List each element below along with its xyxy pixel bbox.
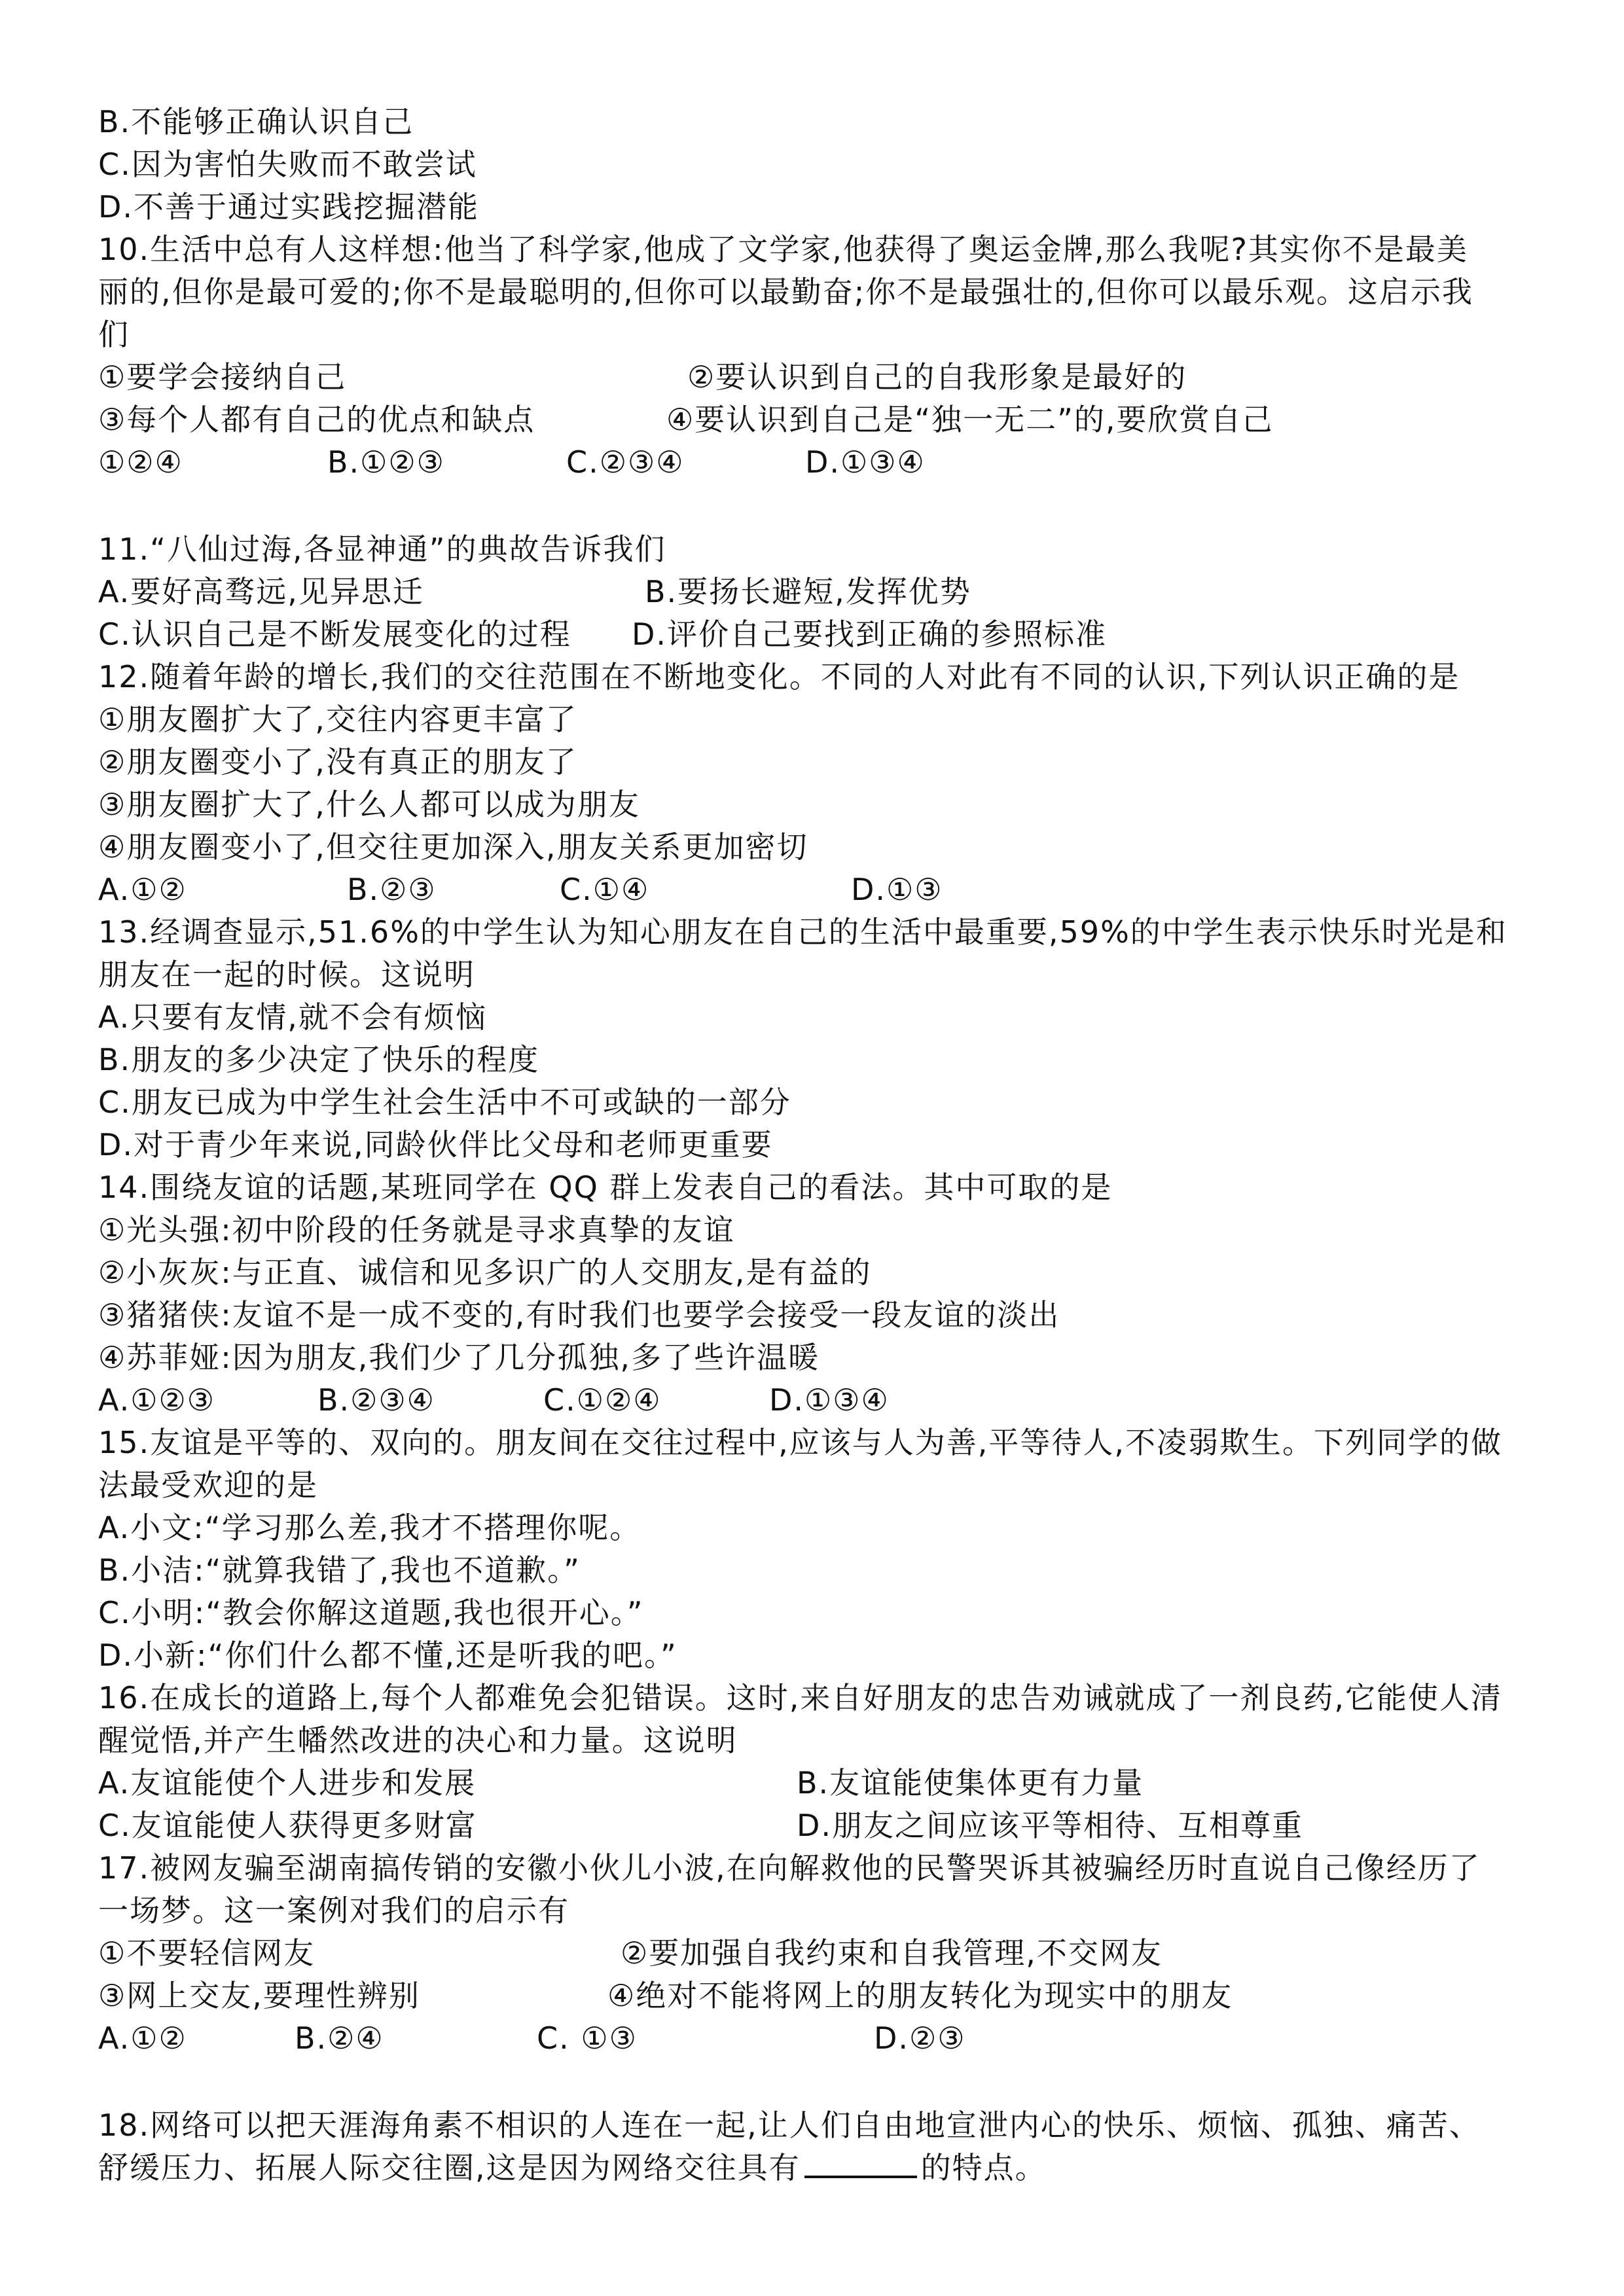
q14-option-b: B.②③④: [317, 1382, 435, 1418]
q17-stem-line-1: 17.被网友骗至湖南搞传销的安徽小伙儿小波,在向解救他的民警哭诉其被骗经历时直说自己像经历了: [98, 1850, 1481, 1886]
q17-items-row-2: [98, 1974, 1233, 2017]
q10-option-d: D.①③④: [805, 444, 926, 480]
q17-option-a: A.①②: [98, 2020, 187, 2056]
q16-option-b: B.友谊能使集体更有力量: [797, 1765, 1144, 1801]
q15-stem-line-2: 法最受欢迎的是: [98, 1467, 318, 1503]
q13-option-d: D.对于青少年来说,同龄伙伴比父母和老师更重要: [98, 1127, 773, 1162]
q11-option-c: C.认识自己是不断发展变化的过程: [98, 617, 571, 652]
q15-option-c: C.小明:“教会你解这道题,我也很开心。”: [98, 1595, 644, 1630]
q16-options-row-1: [98, 1761, 1144, 1804]
q11-option-d: D.评价自己要找到正确的参照标准: [632, 617, 1108, 652]
q18-stem-line-1: 18.网络可以把天涯海角素不相识的人连在一起,让人们自由地宣泄内心的快乐、烦恼、孤独、痛苦、: [98, 2108, 1481, 2143]
q12-option-b: B.②③: [347, 872, 437, 907]
q10-item-2: ②要认识到自己的自我形象是最好的: [687, 359, 1187, 395]
q12-stem: 12.随着年龄的增长,我们的交往范围在不断地变化。不同的人对此有不同的认识,下列认识正确的是: [98, 659, 1460, 694]
q12-option-d: D.①③: [851, 872, 943, 907]
q10-items-row-1: [98, 355, 1187, 399]
q13-stem-line-1: 13.经调查显示,51.6%的中学生认为知心朋友在自己的生活中最重要,59%的中学生表示快乐时光是和: [98, 914, 1507, 950]
q14-stem: 14.围绕友谊的话题,某班同学在 QQ 群上发表自己的看法。其中可取的是: [98, 1170, 1113, 1205]
q9-option-c: C.因为害怕失败而不敢尝试: [98, 147, 477, 182]
q14-option-d: D.①③④: [769, 1382, 890, 1418]
q12-option-a: A.①②: [98, 872, 187, 907]
q15-option-b: B.小洁:“就算我错了,我也不道歉。”: [98, 1552, 581, 1588]
q10-stem-line-1: 10.生活中总有人这样想:他当了科学家,他成了文学家,他获得了奥运金牌,那么我呢?其实你不是最美: [98, 232, 1468, 267]
q16-options-row-2: [98, 1804, 1304, 1847]
q12-item-4: ④朋友圈变小了,但交往更加深入,朋友关系更加密切: [98, 829, 808, 865]
q12-item-3: ③朋友圈扩大了,什么人都可以成为朋友: [98, 787, 640, 822]
q10-options-row: [98, 440, 926, 484]
q10-stem-line-3: 们: [98, 317, 130, 352]
q11-options-row-2: [98, 613, 1108, 656]
q14-options-row: [98, 1378, 890, 1422]
q10-item-1: ①要学会接纳自己: [98, 359, 347, 395]
q14-option-a: A.①②③: [98, 1382, 215, 1418]
q17-options-row: [98, 2017, 966, 2060]
q10-item-4: ④要认识到自己是“独一无二”的,要欣赏自己: [666, 402, 1274, 437]
q14-item-2: ②小灰灰:与正直、诚信和见多识广的人交朋友,是有益的: [98, 1255, 872, 1290]
q10-items-row-2: [98, 398, 1274, 441]
q13-stem-line-2: 朋友在一起的时候。这说明: [98, 957, 475, 992]
q16-stem-line-2: 醒觉悟,并产生幡然改进的决心和力量。这说明: [98, 1723, 738, 1758]
q9-option-b: B.不能够正确认识自己: [98, 104, 414, 139]
q17-item-4: ④绝对不能将网上的朋友转化为现实中的朋友: [607, 1978, 1233, 2013]
q15-option-d: D.小新:“你们什么都不懂,还是听我的吧。”: [98, 1638, 677, 1673]
q10-option-c: C.②③④: [566, 444, 685, 480]
q17-items-row-1: [98, 1931, 1163, 1975]
q9-option-d: D.不善于通过实践挖掘潜能: [98, 189, 480, 224]
q10-option-a: ①②④: [98, 444, 183, 480]
q10-stem-line-2: 丽的,但你是最可爱的;你不是最聪明的,但你可以最勤奋;你不是最强壮的,但你可以最乐观。这启示我: [98, 274, 1473, 310]
q14-item-4: ④苏菲娅:因为朋友,我们少了几分孤独,多了些许温暖: [98, 1340, 820, 1375]
q16-stem-line-1: 16.在成长的道路上,每个人都难免会犯错误。这时,来自好朋友的忠告劝诫就成了一剂良药,它能使人清: [98, 1680, 1503, 1715]
q17-item-3: ③网上交友,要理性辨别: [98, 1978, 420, 2013]
q17-item-2: ②要加强自我约束和自我管理,不交网友: [621, 1935, 1163, 1971]
q10-item-3: ③每个人都有自己的优点和缺点: [98, 402, 535, 437]
q13-option-b: B.朋友的多少决定了快乐的程度: [98, 1042, 540, 1077]
q17-option-c: C. ①③: [537, 2020, 638, 2056]
q17-option-d: D.②③: [874, 2020, 966, 2056]
q17-option-b: B.②④: [295, 2020, 384, 2056]
q18-answer-blank[interactable]: [804, 2176, 917, 2178]
q11-options-row-1: [98, 570, 971, 613]
q16-option-a: A.友谊能使个人进步和发展: [98, 1765, 477, 1801]
q17-item-1: ①不要轻信网友: [98, 1935, 316, 1971]
q11-stem: 11.“八仙过海,各显神通”的典故告诉我们: [98, 531, 666, 567]
q17-stem-line-2: 一场梦。这一案例对我们的启示有: [98, 1893, 569, 1928]
q12-item-1: ①朋友圈扩大了,交往内容更丰富了: [98, 702, 577, 737]
q18-stem-before-blank: 舒缓压力、拓展人际交往圈,这是因为网络交往具有: [98, 2150, 801, 2185]
q14-option-c: C.①②④: [543, 1382, 662, 1418]
q13-option-a: A.只要有友情,就不会有烦恼: [98, 999, 487, 1035]
q14-item-3: ③猪猪侠:友谊不是一成不变的,有时我们也要学会接受一段友谊的淡出: [98, 1297, 1060, 1333]
q11-option-b: B.要扬长避短,发挥优势: [645, 574, 971, 609]
q13-option-c: C.朋友已成为中学生社会生活中不可或缺的一部分: [98, 1085, 791, 1120]
q12-option-c: C.①④: [560, 872, 650, 907]
q15-stem-line-1: 15.友谊是平等的、双向的。朋友间在交往过程中,应该与人为善,平等待人,不凌弱欺生。下列同学的做: [98, 1425, 1503, 1460]
q18-stem-line-2: [98, 2146, 1047, 2189]
q16-option-c: C.友谊能使人获得更多财富: [98, 1808, 477, 1843]
q11-option-a: A.要好高骛远,见异思迁: [98, 574, 424, 609]
q15-option-a: A.小文:“学习那么差,我才不搭理你呢。: [98, 1510, 641, 1545]
q16-option-d: D.朋友之间应该平等相待、互相尊重: [797, 1808, 1304, 1843]
q12-item-2: ②朋友圈变小了,没有真正的朋友了: [98, 744, 577, 780]
q14-item-1: ①光头强:初中阶段的任务就是寻求真挚的友谊: [98, 1212, 735, 1247]
q18-stem-after-blank: 的特点。: [920, 2150, 1047, 2185]
q12-options-row: [98, 868, 943, 911]
q10-option-b: B.①②③: [327, 444, 445, 480]
